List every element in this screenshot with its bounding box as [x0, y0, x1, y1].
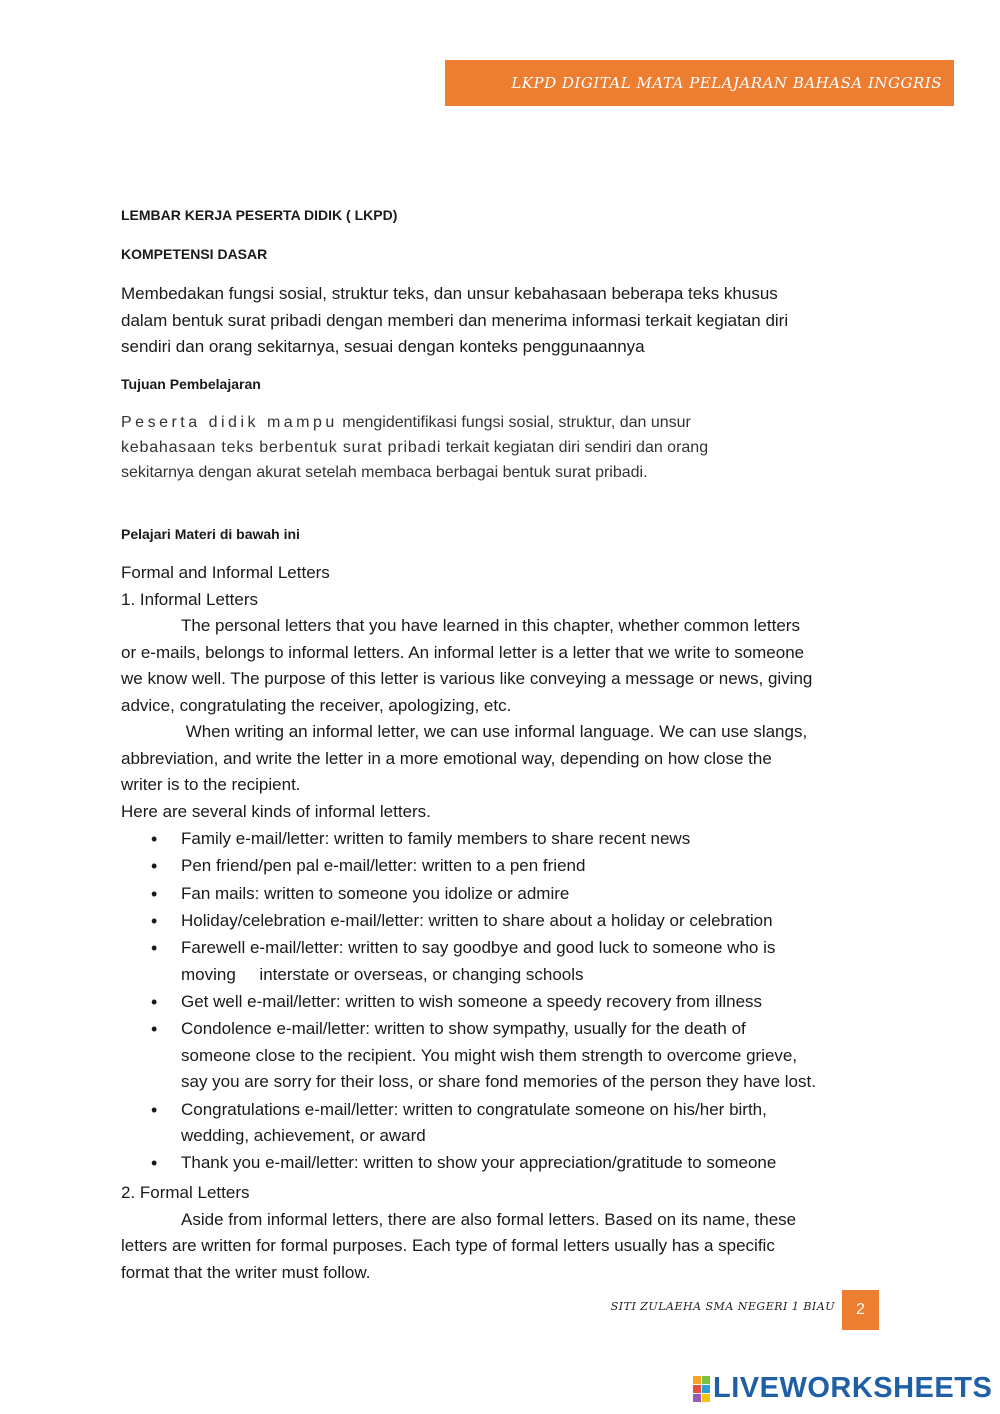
topic-title: Formal and Informal Letters — [121, 563, 330, 582]
informal-p1-line: or e-mails, belongs to informal letters. An informal letter is a letter that we write to someone — [121, 642, 805, 662]
header-banner-text: LKPD DIGITAL MATA PELAJARAN BAHASA INGGRIS — [511, 74, 942, 92]
kinds-intro: Here are several kinds of informal letters. — [121, 801, 431, 821]
informal-p2-line: abbreviation, and write the letter in a more emotional way, depending on how close the — [121, 748, 772, 768]
formal-block — [121, 1180, 881, 1286]
goal-heading: Tujuan Pembelajaran — [121, 376, 261, 392]
list-item: • Holiday/celebration e-mail/letter: written to share about a holiday or celebration — [121, 908, 881, 935]
informal-p2-line: writer is to the recipient. — [121, 775, 301, 794]
footer-author: SITI ZULAEHA SMA NEGERI 1 BIAU — [610, 1300, 835, 1313]
list-item: • Pen friend/pen pal e-mail/letter: written to a pen friend — [121, 853, 881, 880]
kd-line: sendiri dan orang sekitarnya, sesuai dengan konteks penggunaannya — [121, 337, 645, 356]
liveworksheets-brand[interactable] — [693, 1372, 992, 1405]
formal-p1-line: format that the writer must follow. — [121, 1262, 371, 1282]
goal-line — [121, 435, 881, 460]
list-item: • Get well e-mail/letter: written to wish someone a speedy recovery from illness — [121, 989, 881, 1016]
list-item: • Congratulations e-mail/letter: written to congratulate someone on his/her birth, wedding, achievement, or award — [121, 1097, 881, 1150]
goal-line-spaced: Peserta didik mampu — [121, 414, 338, 431]
list-item: • Fan mails: written to someone you idolize or admire — [121, 881, 881, 908]
page-number: 2 — [842, 1290, 879, 1330]
informal-heading: 1. Informal Letters — [121, 589, 259, 609]
list-item: • Family e-mail/letter: written to family members to share recent news — [121, 826, 881, 853]
formal-p1-line: letters are written for formal purposes. Each type of formal letters usually has a specific — [121, 1236, 775, 1255]
informal-p2-line: When writing an informal letter, we can use informal language. We can use slangs, — [181, 722, 808, 741]
goal-line-spaced: kebahasaan teks berbentuk surat pribadi — [121, 439, 442, 456]
list-item: • Thank you e-mail/letter: written to show your appreciation/gratitude to someone — [121, 1150, 881, 1177]
list-item: • Farewell e-mail/letter: written to say goodbye and good luck to someone who is moving interstate or overseas, or changing schools — [121, 935, 881, 988]
kd-line: Membedakan fungsi sosial, struktur teks, dan unsur kebahasaan beberapa teks khusus — [121, 284, 778, 303]
goal-paragraph — [121, 410, 881, 485]
material-block — [121, 560, 881, 825]
header-banner — [445, 60, 954, 106]
informal-p1-line: advice, congratulating the receiver, apologizing, etc. — [121, 695, 512, 715]
formal-heading: 2. Formal Letters — [121, 1183, 250, 1202]
liveworksheets-logo-icon — [693, 1376, 710, 1402]
informal-p1-line: we know well. The purpose of this letter is various like conveying a message or news, giving — [121, 669, 813, 688]
goal-line: sekitarnya dengan akurat setelah membaca berbagai bentuk surat pribadi. — [121, 464, 648, 481]
goal-line-rest: mengidentifikasi fungsi sosial, struktur, dan unsur — [337, 414, 691, 431]
study-heading: Pelajari Materi di bawah ini — [121, 526, 300, 542]
informal-p1-line: The personal letters that you have learned in this chapter, whether common letters — [181, 616, 800, 635]
goal-line — [121, 410, 881, 435]
kinds-list — [121, 826, 881, 1178]
kd-paragraph — [121, 281, 881, 361]
list-item: • Condolence e-mail/letter: written to show sympathy, usually for the death of someone close to the recipient. You might wish them strength to overcome grieve, say you are sorry for their loss, or share fond memories of the person they have lost. — [121, 1016, 881, 1096]
kd-line: dalam bentuk surat pribadi dengan memberi dan menerima informasi terkait kegiatan diri — [121, 310, 789, 330]
formal-p1-line: Aside from informal letters, there are also formal letters. Based on its name, these — [181, 1209, 797, 1229]
kd-heading: KOMPETENSI DASAR — [121, 246, 268, 262]
document-title: LEMBAR KERJA PESERTA DIDIK ( LKPD) — [121, 207, 398, 223]
goal-line-rest: terkait kegiatan diri sendiri dan orang — [441, 439, 709, 456]
brand-name: LIVEWORKSHEETS — [713, 1372, 993, 1404]
